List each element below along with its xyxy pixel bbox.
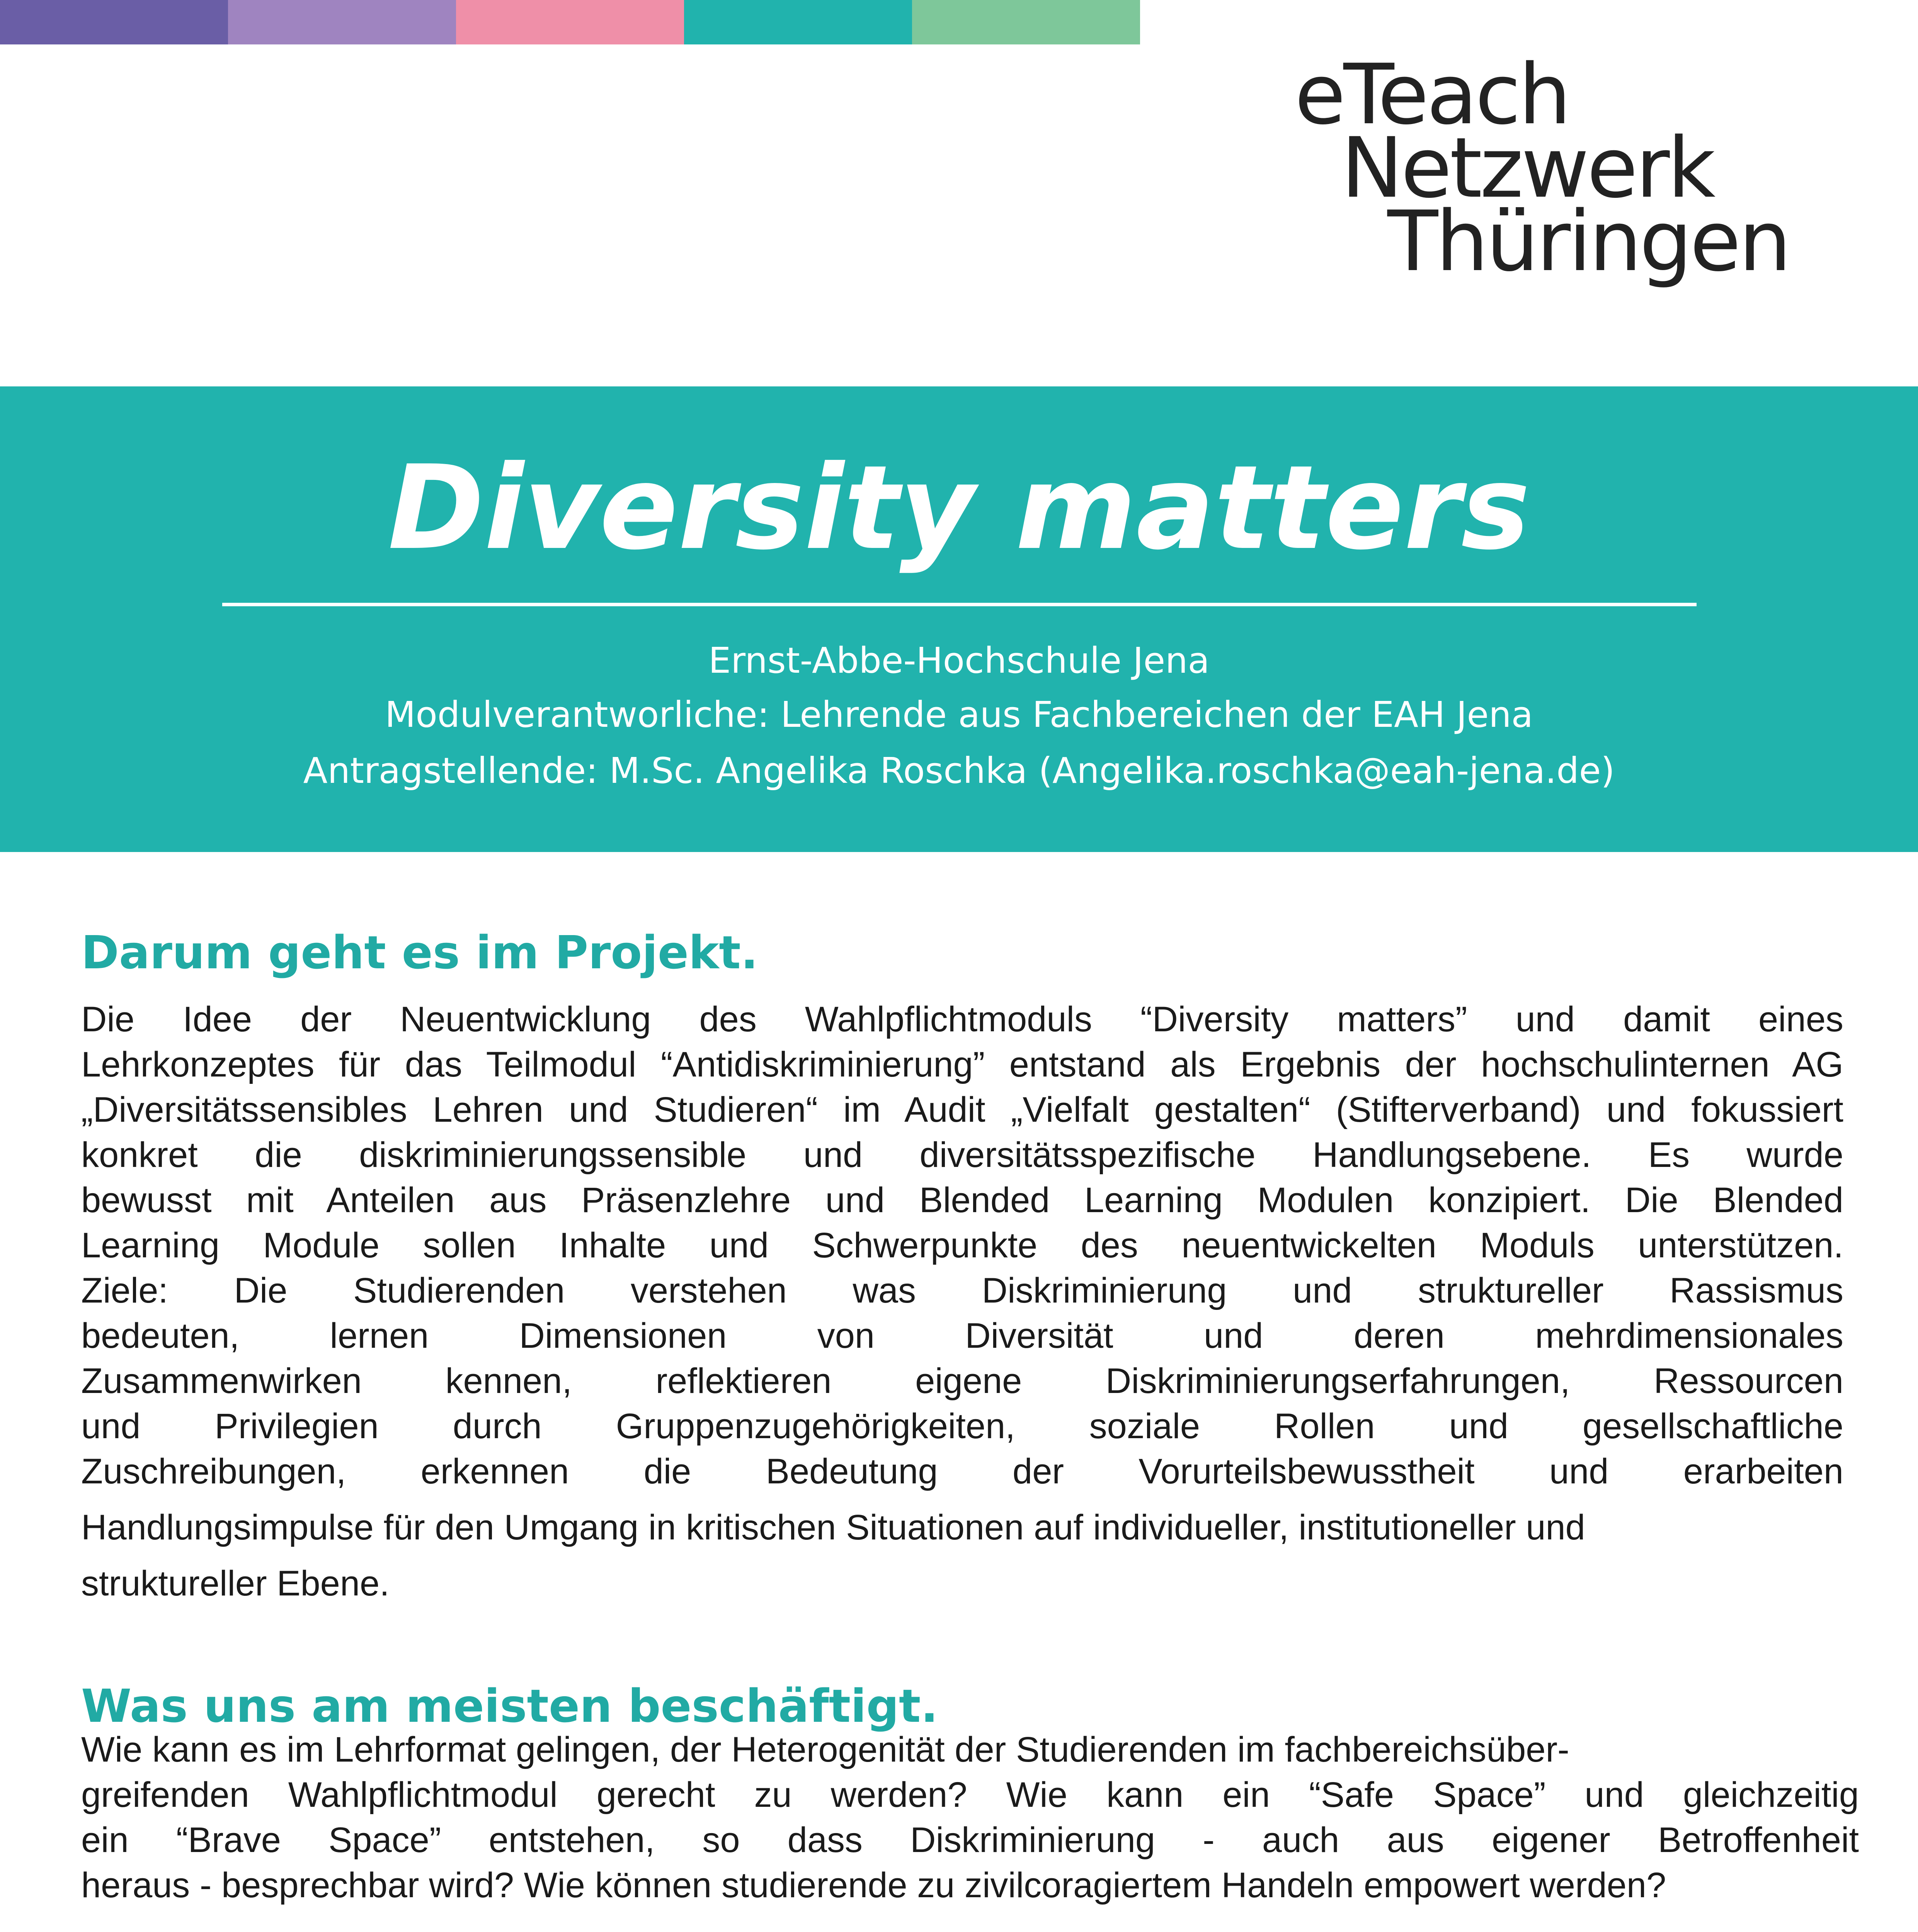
section1-line: bewusst mit Anteilen aus Präsenzlehre und Blended Learning Modulen konzipiert. Die Blended bbox=[81, 1180, 1843, 1220]
section1-line: Die Idee der Neuentwicklung des Wahlpflichtmoduls “Diversity matters” und damit eines bbox=[81, 1000, 1843, 1039]
section1-line: „Diversitätssensibles Lehren und Studieren“ im Audit „Vielfalt gestalten“ (Stifterverband) und fokussiert bbox=[81, 1090, 1843, 1129]
stripe-green bbox=[912, 0, 1140, 44]
section1-line: Ziele: Die Studierenden verstehen was Diskriminierung und struktureller Rassismus bbox=[81, 1271, 1843, 1310]
header-responsible: Modulverantworliche: Lehrende aus Fachbereichen der EAH Jena bbox=[385, 694, 1533, 735]
stripe-lavender bbox=[228, 0, 456, 44]
eteach-logo-line1: eTeach bbox=[1295, 46, 1569, 143]
section1-line: Zusammenwirken kennen, reflektieren eigene Diskriminierungserfahrungen, Ressourcen bbox=[81, 1361, 1843, 1401]
section1-line: struktureller Ebene. bbox=[81, 1564, 390, 1603]
section2-line: heraus - besprechbar wird? Wie können studierende zu zivilcoragiertem Handeln empowert werden? bbox=[81, 1866, 1666, 1905]
section2-line: Wie kann es im Lehrformat gelingen, der Heterogenität der Studierenden im fachbereichsüber- bbox=[81, 1730, 1569, 1769]
page-title: Diversity matters bbox=[388, 440, 1530, 575]
stripe-teal bbox=[684, 0, 912, 44]
section1-line: Handlungsimpulse für den Umgang in kritischen Situationen auf individueller, institutioneller und bbox=[81, 1508, 1585, 1547]
section2-line: greifenden Wahlpflichtmodul gerecht zu werden? Wie kann ein “Safe Space” und gleichzeitig bbox=[81, 1775, 1859, 1815]
section1-body bbox=[81, 997, 1843, 1606]
section2-line: ein “Brave Space” entstehen, so dass Diskriminierung - auch aus eigener Betroffenheit bbox=[81, 1820, 1859, 1860]
section2-body bbox=[81, 1727, 1859, 1908]
section2-heading: Was uns am meisten beschäftigt. bbox=[81, 1679, 938, 1733]
eteach-logo-line2: Netzwerk bbox=[1341, 119, 1714, 216]
stripe-purple bbox=[0, 0, 228, 44]
eteach-logo bbox=[1291, 46, 1789, 290]
header-institution: Ernst-Abbe-Hochschule Jena bbox=[708, 640, 1210, 681]
section1-line: bedeuten, lernen Dimensionen von Diversität und deren mehrdimensionales bbox=[81, 1316, 1843, 1355]
header-applicant: Antragstellende: M.Sc. Angelika Roschka (Angelika.roschka@eah-jena.de) bbox=[303, 750, 1615, 791]
section1-line: Learning Module sollen Inhalte und Schwerpunkte des neuentwickelten Moduls unterstützen. bbox=[81, 1226, 1843, 1265]
eteach-logo-line3: Thüringen bbox=[1387, 193, 1789, 290]
section1-heading: Darum geht es im Projekt. bbox=[81, 926, 758, 979]
stripe-pink bbox=[456, 0, 684, 44]
section1-line: Zuschreibungen, erkennen die Bedeutung der Vorurteilsbewusstheit und erarbeiten bbox=[81, 1452, 1843, 1491]
section1-line: konkret die diskriminierungssensible und diversitätsspezifische Handlungsebene. Es wurde bbox=[81, 1135, 1843, 1175]
title-divider bbox=[222, 603, 1697, 606]
section1-line: Lehrkonzeptes für das Teilmodul “Antidiskriminierung” entstand als Ergebnis der hochschulinternen AG bbox=[81, 1045, 1843, 1084]
section1-line: und Privilegien durch Gruppenzugehörigkeiten, soziale Rollen und gesellschaftliche bbox=[81, 1406, 1843, 1446]
